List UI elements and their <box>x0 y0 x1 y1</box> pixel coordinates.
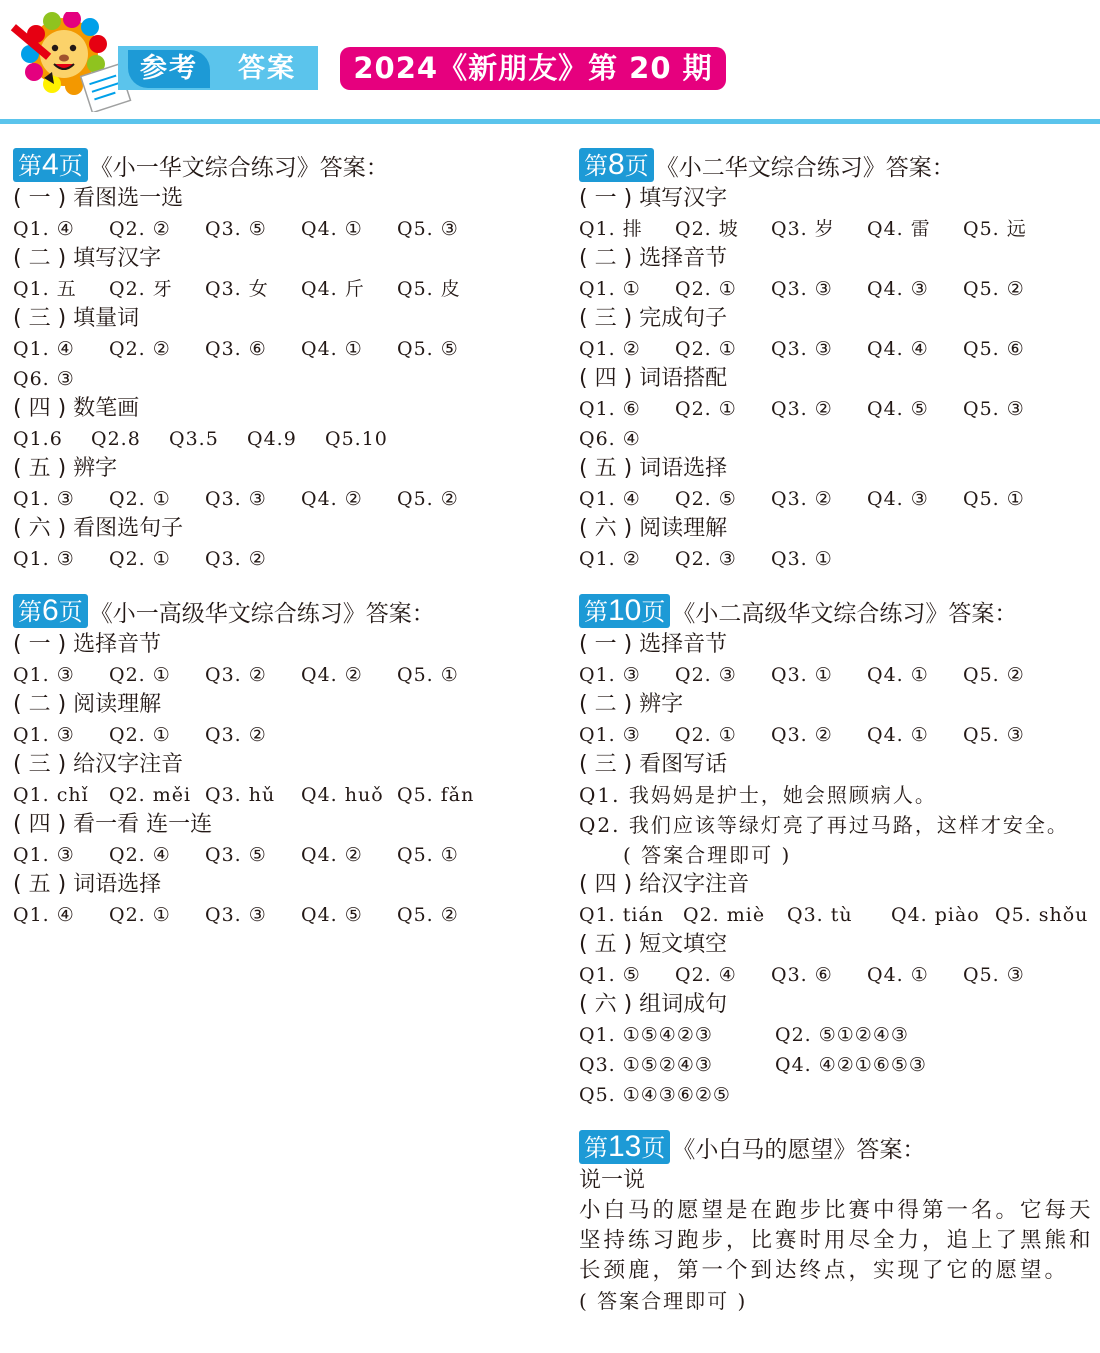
answer-row <box>13 660 553 690</box>
answer-cell: Q1. ③ <box>13 844 75 866</box>
answer-cell: Q3. tù <box>787 904 853 926</box>
answer-cell: Q1. chǐ <box>13 784 89 806</box>
answer-cell: Q1.6 <box>13 428 63 450</box>
book-title: 《小白马的愿望》答案： <box>672 1136 926 1163</box>
answer-cell: Q3. hǔ <box>205 784 276 806</box>
section-title <box>579 1128 1094 1166</box>
question-heading: 说一说 <box>579 1168 646 1193</box>
answer-text: Q2. 我们应该等绿灯亮了再过马路，这样才安全。 <box>579 813 1069 837</box>
answer-cell: Q4. ④②①⑥⑤③ <box>775 1054 927 1076</box>
answer-row <box>579 900 1094 930</box>
answer-section <box>579 592 1094 1110</box>
answer-cell: Q1. tián <box>579 904 665 926</box>
answer-cell: Q1. ④ <box>579 488 641 510</box>
answer-cell: Q1. ①⑤④②③ <box>579 1024 713 1046</box>
page-badge <box>579 148 654 182</box>
page-badge <box>579 1130 670 1164</box>
page-word: 第 <box>584 153 608 180</box>
page-word: 第 <box>584 1135 608 1162</box>
question-heading: ( 五 ) 词语选择 <box>579 456 728 481</box>
answer-cell: Q2. ① <box>109 548 171 570</box>
answer-row <box>579 1080 1094 1110</box>
question-heading: ( 二 ) 选择音节 <box>579 246 728 271</box>
question-heading: ( 五 ) 辨字 <box>13 456 118 481</box>
answer-row <box>13 364 553 394</box>
answer-cell: Q4. ⑤ <box>867 398 929 420</box>
answer-cell: Q5. shǒu <box>995 904 1089 926</box>
answer-cell: Q5. ③ <box>963 398 1025 420</box>
answer-cell: Q5. ② <box>397 904 459 926</box>
page-unit: 页 <box>641 599 666 626</box>
answer-cell: Q1. ④ <box>13 338 75 360</box>
answer-cell: Q2. ③ <box>675 548 737 570</box>
answer-cell: Q4. huǒ <box>301 784 384 806</box>
answer-cell: Q3. ③ <box>771 338 833 360</box>
page-unit: 页 <box>624 153 649 180</box>
answer-row <box>579 720 1094 750</box>
answer-cell: Q1. ① <box>579 278 641 300</box>
answer-label: 答案 <box>238 53 296 84</box>
answer-cell: Q3. ⑥ <box>205 338 267 360</box>
page-badge <box>13 148 88 182</box>
issue-title: 2024《新朋友》第 20 期 <box>340 47 726 90</box>
answer-cell: Q2. ① <box>675 278 737 300</box>
question-heading: ( 四 ) 数笔画 <box>13 396 140 421</box>
question-heading: ( 三 ) 完成句子 <box>579 306 728 331</box>
question-heading: ( 一 ) 选择音节 <box>579 632 728 657</box>
page-number: 8 <box>608 148 625 181</box>
answer-cell: Q3. ③ <box>771 278 833 300</box>
answer-cell: Q2. ② <box>109 218 171 240</box>
answer-cell: Q5. 皮 <box>397 278 461 300</box>
answer-cell: Q3. 岁 <box>771 218 835 240</box>
answer-cell: Q1. ④ <box>13 904 75 926</box>
answer-cell: Q2. ① <box>109 488 171 510</box>
answer-section <box>13 592 553 930</box>
answer-row <box>13 720 553 750</box>
answer-cell: Q5. ③ <box>963 964 1025 986</box>
page-number: 10 <box>608 594 642 627</box>
left-column <box>13 146 553 948</box>
answer-cell: Q2. ② <box>109 338 171 360</box>
section-title <box>579 592 1094 630</box>
answer-text: Q1. 我妈妈是护士，她会照顾病人。 <box>579 783 937 807</box>
answer-paragraph: 小白马的愿望是在跑步比赛中得第一名。它每天坚持练习跑步，比赛时用尽全力，追上了黑熊和长颈鹿，第一个到达终点，实现了它的愿望。 <box>579 1198 1094 1283</box>
book-title: 《小二高级华文综合练习》答案： <box>672 600 1018 627</box>
header <box>0 0 1100 122</box>
answer-cell: Q5. ② <box>963 664 1025 686</box>
book-title: 《小一高级华文综合练习》答案： <box>89 600 435 627</box>
answer-cell: Q4. ① <box>301 218 363 240</box>
page-word: 第 <box>18 153 42 180</box>
answer-cell: Q1. ③ <box>13 724 75 746</box>
answer-row <box>579 394 1094 424</box>
page-badge <box>13 594 88 628</box>
answer-cell: Q3. ② <box>205 724 267 746</box>
answer-cell: Q4. ④ <box>867 338 929 360</box>
answer-row <box>579 960 1094 990</box>
answer-text: ( 答案合理即可 ) <box>623 843 792 867</box>
answer-cell: Q1. ③ <box>13 548 75 570</box>
answer-cell: Q5. ③ <box>397 218 459 240</box>
question-heading: ( 六 ) 阅读理解 <box>579 516 728 541</box>
page-badge <box>579 594 670 628</box>
page-unit: 页 <box>641 1135 666 1162</box>
answer-cell: Q1. ⑤ <box>579 964 641 986</box>
answer-cell: Q3. ③ <box>205 904 267 926</box>
answer-cell: Q5. ② <box>963 278 1025 300</box>
answer-cell: Q4. ③ <box>867 488 929 510</box>
answer-cell: Q6. ③ <box>13 368 75 390</box>
answer-cell: Q5. ② <box>397 488 459 510</box>
page-word: 第 <box>584 599 608 626</box>
page-number: 4 <box>42 148 59 181</box>
answer-cell: Q4. ① <box>867 724 929 746</box>
answer-cell: Q3. ② <box>205 664 267 686</box>
answer-row <box>579 1020 1094 1050</box>
answer-cell: Q3. ⑤ <box>205 218 267 240</box>
answer-cell: Q4. ① <box>867 964 929 986</box>
answer-cell: Q1. ③ <box>579 664 641 686</box>
answer-cell: Q4. 雷 <box>867 218 931 240</box>
question-heading: ( 四 ) 词语搭配 <box>579 366 728 391</box>
question-heading: ( 五 ) 词语选择 <box>13 872 162 897</box>
answer-row <box>579 334 1094 364</box>
answer-section <box>579 1128 1094 1316</box>
question-heading: ( 一 ) 选择音节 <box>13 632 162 657</box>
answer-cell: Q3.5 <box>169 428 219 450</box>
question-heading: ( 二 ) 阅读理解 <box>13 692 162 717</box>
header-divider <box>0 119 1100 124</box>
question-heading: ( 三 ) 看图写话 <box>579 752 728 777</box>
answer-text: ( 答案合理即可 ) <box>579 1289 748 1313</box>
answer-row <box>579 484 1094 514</box>
answer-cell: Q3. ② <box>771 488 833 510</box>
answer-cell: Q2. miè <box>683 904 766 926</box>
question-heading: ( 四 ) 看一看 连一连 <box>13 812 213 837</box>
answer-cell: Q1. ③ <box>579 724 641 746</box>
answer-cell: Q4. piào <box>891 904 980 926</box>
answer-cell: Q1. ② <box>579 338 641 360</box>
answer-cell: Q2. měi <box>109 784 192 806</box>
answer-cell: Q1. ② <box>579 548 641 570</box>
answer-cell: Q3. ⑥ <box>771 964 833 986</box>
question-heading: ( 六 ) 组词成句 <box>579 992 728 1017</box>
section-title <box>13 146 553 184</box>
answer-cell: Q2. ① <box>675 338 737 360</box>
answer-row <box>13 900 553 930</box>
answer-cell: Q5. ① <box>397 844 459 866</box>
answer-cell: Q2.8 <box>91 428 141 450</box>
answer-cell: Q1. 排 <box>579 218 643 240</box>
question-heading: ( 一 ) 看图选一选 <box>13 186 184 211</box>
answer-cell: Q2. ⑤ <box>675 488 737 510</box>
answer-cell: Q1. ⑥ <box>579 398 641 420</box>
answer-cell: Q2. ① <box>675 724 737 746</box>
answer-cell: Q2. ① <box>109 904 171 926</box>
book-title: 《小一华文综合练习》答案： <box>89 154 389 181</box>
answer-cell: Q3. ③ <box>205 488 267 510</box>
answer-cell: Q6. ④ <box>579 428 641 450</box>
answer-cell: Q5. ① <box>397 664 459 686</box>
page-unit: 页 <box>58 599 83 626</box>
answer-row <box>13 484 553 514</box>
answer-cell: Q4. ② <box>301 664 363 686</box>
answer-row <box>579 1050 1094 1080</box>
answer-cell: Q3. ② <box>771 398 833 420</box>
answer-cell: Q4. ① <box>867 664 929 686</box>
answer-cell: Q5. ⑥ <box>963 338 1025 360</box>
answer-cell: Q4. ① <box>301 338 363 360</box>
answer-row <box>579 424 1094 454</box>
page-word: 第 <box>18 599 42 626</box>
answer-cell: Q2. ④ <box>109 844 171 866</box>
question-heading: ( 三 ) 填量词 <box>13 306 140 331</box>
answer-cell: Q5. ①④③⑥②⑤ <box>579 1084 731 1106</box>
answer-cell: Q5.10 <box>325 428 388 450</box>
answer-cell: Q2. ④ <box>675 964 737 986</box>
book-title: 《小二华文综合练习》答案： <box>655 154 955 181</box>
right-column <box>579 146 1094 1334</box>
answer-row <box>13 424 553 454</box>
answer-cell: Q3. 女 <box>205 278 269 300</box>
answer-row <box>579 214 1094 244</box>
answer-row <box>579 544 1094 574</box>
answer-row <box>13 334 553 364</box>
answer-cell: Q4. ② <box>301 844 363 866</box>
answer-cell: Q4. ② <box>301 488 363 510</box>
answer-cell: Q4.9 <box>247 428 297 450</box>
answer-row <box>13 840 553 870</box>
answer-cell: Q2. ① <box>109 724 171 746</box>
answer-cell: Q2. 牙 <box>109 278 173 300</box>
answer-row <box>579 274 1094 304</box>
question-heading: ( 六 ) 看图选句子 <box>13 516 184 541</box>
answer-cell: Q1. ④ <box>13 218 75 240</box>
answer-cell: Q5. ③ <box>963 724 1025 746</box>
page-number: 6 <box>42 594 59 627</box>
answer-cell: Q2. ⑤①②④③ <box>775 1024 909 1046</box>
question-heading: ( 一 ) 填写汉字 <box>579 186 728 211</box>
answer-cell: Q3. ① <box>771 548 833 570</box>
answer-cell: Q1. ③ <box>13 664 75 686</box>
question-heading: ( 三 ) 给汉字注音 <box>13 752 184 777</box>
answer-row <box>13 544 553 574</box>
answer-row <box>13 214 553 244</box>
section-title <box>579 146 1094 184</box>
reference-label: 参考 <box>128 50 210 88</box>
answer-cell: Q5. ⑤ <box>397 338 459 360</box>
question-heading: ( 二 ) 辨字 <box>579 692 684 717</box>
answer-section <box>579 146 1094 574</box>
page-unit: 页 <box>58 153 83 180</box>
answer-cell: Q2. ① <box>109 664 171 686</box>
question-heading: ( 五 ) 短文填空 <box>579 932 728 957</box>
answer-section <box>13 146 553 574</box>
answer-cell: Q2. ① <box>675 398 737 420</box>
question-heading: ( 二 ) 填写汉字 <box>13 246 162 271</box>
answer-cell: Q3. ② <box>771 724 833 746</box>
page-number: 13 <box>608 1130 642 1163</box>
answer-cell: Q4. ⑤ <box>301 904 363 926</box>
answer-row <box>13 780 553 810</box>
answer-cell: Q1. ③ <box>13 488 75 510</box>
answer-cell: Q2. ③ <box>675 664 737 686</box>
answer-row <box>13 274 553 304</box>
answer-cell: Q5. ① <box>963 488 1025 510</box>
answer-cell: Q4. ③ <box>867 278 929 300</box>
answer-cell: Q5. 远 <box>963 218 1027 240</box>
answer-cell: Q3. ⑤ <box>205 844 267 866</box>
answer-cell: Q3. ② <box>205 548 267 570</box>
answer-cell: Q2. 坡 <box>675 218 739 240</box>
answer-cell: Q3. ① <box>771 664 833 686</box>
question-heading: ( 四 ) 给汉字注音 <box>579 872 750 897</box>
answer-row <box>579 660 1094 690</box>
answer-cell: Q3. ①⑤②④③ <box>579 1054 713 1076</box>
answer-cell: Q1. 五 <box>13 278 77 300</box>
section-title <box>13 592 553 630</box>
answer-cell: Q4. 斤 <box>301 278 365 300</box>
answer-cell: Q5. fǎn <box>397 784 475 806</box>
